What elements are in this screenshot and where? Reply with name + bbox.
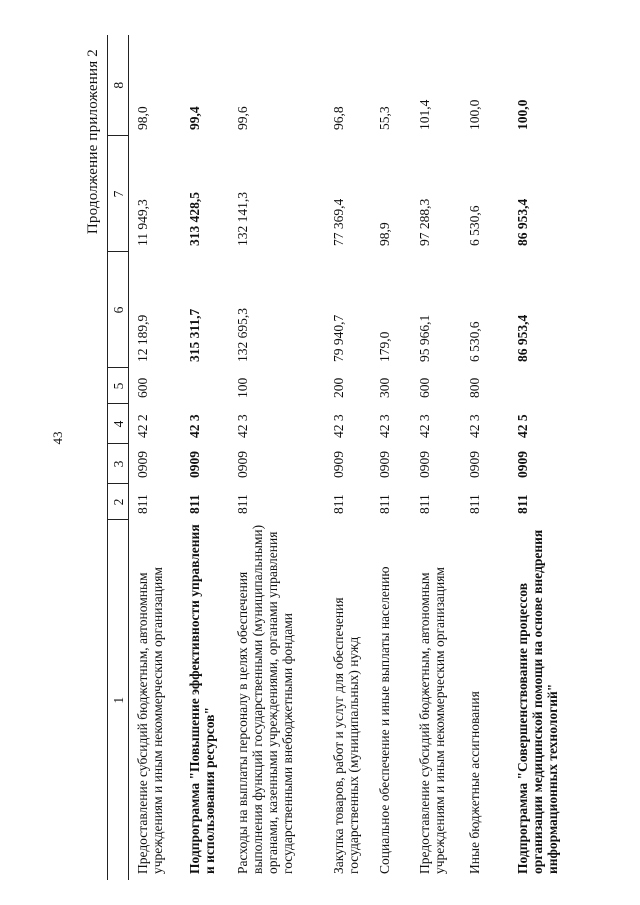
cell-ministry: 811 [416,494,432,514]
cell-target-article: 42 3 [186,414,202,438]
column-header-1: 1 [108,520,129,880]
cell-section: 0909 [466,451,482,478]
cell-executed: 6 530,6 [466,205,482,246]
table-row [229,35,325,880]
column-header-5: 5 [108,368,129,404]
cell-planned: 12 189,9 [135,314,150,362]
cell-executed: 132 141,3 [234,192,250,246]
cell-expense-type: 300 [376,377,392,398]
cell-ministry: 811 [466,494,482,514]
cell-planned: 132 695,3 [234,308,250,362]
cell-executed: 11 949,3 [135,199,150,246]
cell-ministry: 811 [186,494,202,514]
cell-planned: 315 311,7 [186,308,202,362]
row-name: Иные бюджетные ассигнования [466,691,482,874]
table-row [461,35,509,880]
cell-executed: 98,9 [376,222,392,246]
cell-expense-type: 100 [234,377,250,398]
cell-planned: 86 953,4 [514,314,530,362]
cell-percent: 99,6 [234,106,250,130]
table-header-row [108,35,129,880]
cell-section: 0909 [186,451,202,478]
cell-expense-type: 200 [330,377,346,398]
cell-percent: 96,8 [330,106,346,130]
cell-executed: 97 288,3 [416,198,432,246]
cell-target-article: 42 3 [416,414,432,438]
cell-ministry: 811 [234,494,250,514]
column-header-3: 3 [108,444,129,484]
cell-section: 0909 [416,451,432,478]
column-header-7: 7 [108,136,129,252]
table-row [129,35,181,880]
cell-expense-type [509,368,579,404]
table-row [509,35,579,880]
cell-percent: 101,4 [416,99,432,130]
cell-planned: 95 966,1 [416,314,432,362]
row-name: Предоставление субсидий бюджетным, автономным учреждениям и иным некоммерческим организациям [416,567,447,874]
cell-planned: 179,0 [376,331,392,362]
cell-expense-type: 800 [466,377,482,398]
page-number: 43 [50,431,65,445]
cell-percent: 55,3 [376,106,392,130]
cell-section: 0909 [514,451,530,478]
row-name: Предоставление субсидий бюджетным, автономным учреждениям и иным некоммерческим организациям [135,567,165,874]
cell-ministry: 811 [330,494,346,514]
cell-executed: 77 369,4 [330,198,346,246]
cell-ministry: 811 [514,494,530,514]
cell-percent: 100,0 [514,99,530,130]
cell-expense-type: 600 [135,377,150,398]
column-header-6: 6 [108,252,129,368]
cell-planned: 79 940,7 [330,314,346,362]
row-name: Подпрограмма "Повышение эффективности управления и использования ресурсов" [186,524,217,874]
table-row [181,35,229,880]
cell-planned: 6 530,6 [466,321,482,362]
cell-expense-type: 600 [416,377,432,398]
budget-table [107,35,579,880]
table-row [371,35,411,880]
column-header-2: 2 [108,484,129,520]
row-name: Подпрограмма "Совершенствование процессов организации медицинской помощи на основе внедрения информационных технологий" [514,529,560,874]
cell-target-article: 42 5 [514,414,530,438]
cell-ministry: 811 [376,494,392,514]
table-row [411,35,461,880]
cell-expense-type [181,368,229,404]
row-name: Закупка товаров, работ и услуг для обеспечения государственных (муниципальных) нужд [330,597,361,874]
continuation-header: Продолжение приложения 2 [85,49,101,235]
row-name: Социальное обеспечение и иные выплаты населению [376,566,392,874]
table-body [129,35,579,880]
cell-target-article: 42 3 [466,414,482,438]
cell-target-article: 42 3 [234,414,250,438]
cell-section: 0909 [135,451,150,478]
column-header-8: 8 [108,35,129,136]
cell-target-article: 42 2 [135,414,150,438]
row-name: Расходы на выплаты персоналу в целях обеспечения выполнения функций государственными (муниципальными) органами, казенными учреждениями, органами управления государственными внебюджетными фондами [234,524,295,874]
cell-section: 0909 [234,451,250,478]
cell-target-article: 42 3 [330,414,346,438]
cell-executed: 86 953,4 [514,198,530,246]
cell-executed: 313 428,5 [186,192,202,246]
cell-percent: 98,0 [135,106,150,130]
rotated-sheet [85,35,605,880]
cell-section: 0909 [330,451,346,478]
cell-ministry: 811 [135,494,150,514]
cell-target-article: 42 3 [376,414,392,438]
table-row [325,35,371,880]
cell-percent: 100,0 [466,99,482,130]
column-header-4: 4 [108,404,129,444]
cell-percent: 99,4 [186,106,202,130]
cell-section: 0909 [376,451,392,478]
